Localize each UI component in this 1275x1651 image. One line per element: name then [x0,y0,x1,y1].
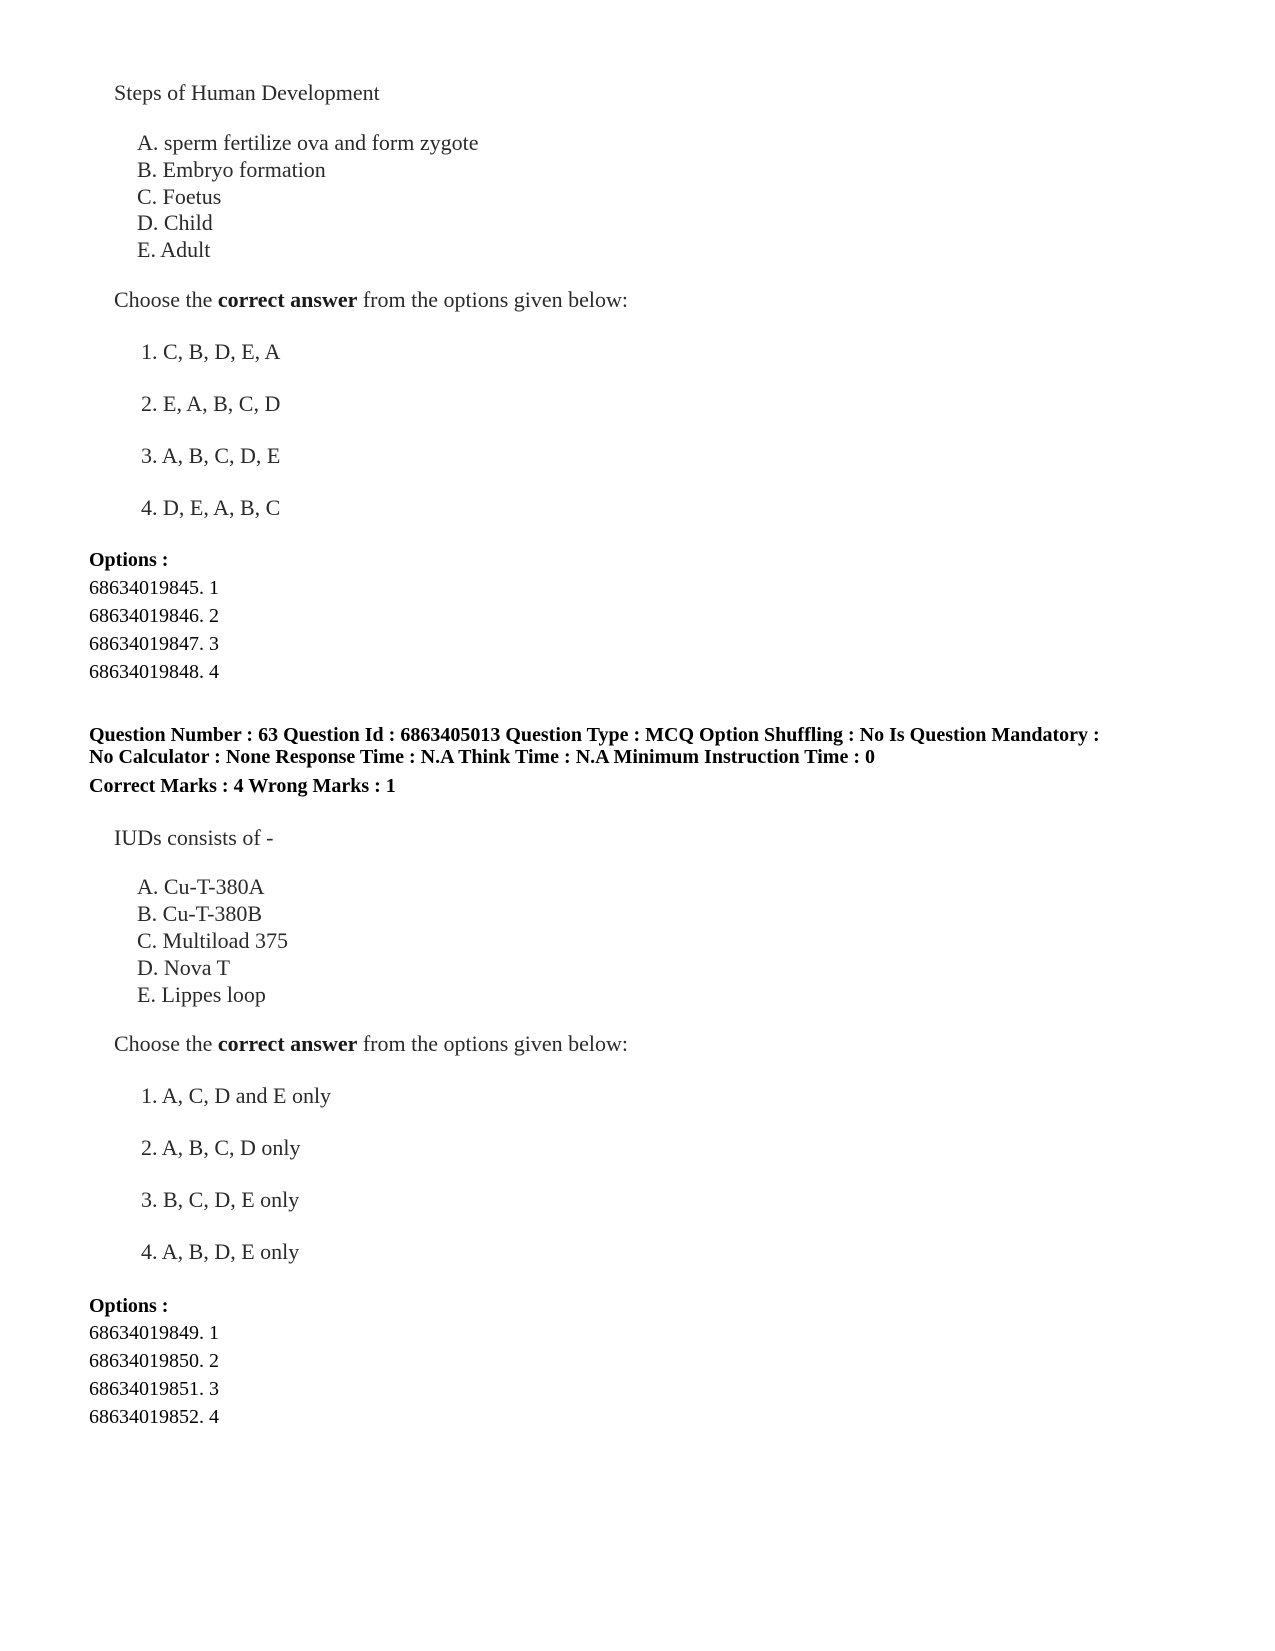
q63-answer-3: 3. B, C, D, E only [141,1187,300,1212]
q62-statement-d: D. Child [137,210,213,235]
q62-answer-2: 2. E, A, B, C, D [141,391,281,416]
q63-options-label: Options : [89,1295,169,1317]
q62-option-1: 68634019845. 1 [89,577,219,599]
q62-option-3: 68634019847. 3 [89,633,219,655]
q62-statement-b: B. Embryo formation [137,157,326,182]
q62-instruction: Choose the correct answer from the options given below: [114,287,629,312]
q63-statement-a: A. Cu-T-380A [137,874,265,899]
q63-instruction: Choose the correct answer from the options given below: [114,1031,629,1056]
q62-stem: Steps of Human Development [114,80,380,105]
q63-marks: Correct Marks : 4 Wrong Marks : 1 [89,775,396,797]
q63-option-3: 68634019851. 3 [89,1378,219,1400]
q63-option-1: 68634019849. 1 [89,1322,219,1344]
q62-option-4: 68634019848. 4 [89,661,219,683]
q62-statement-a: A. sperm fertilize ova and form zygote [137,130,479,155]
q63-statement-d: D. Nova T [137,955,231,980]
q63-option-2: 68634019850. 2 [89,1350,219,1372]
q63-answer-2: 2. A, B, C, D only [141,1135,301,1160]
q62-answer-3: 3. A, B, C, D, E [141,443,281,468]
q63-statement-b: B. Cu-T-380B [137,901,263,926]
q62-statement-e: E. Adult [137,237,211,262]
q63-statement-c: C. Multiload 375 [137,928,288,953]
q62-statement-c: C. Foetus [137,184,222,209]
q63-statement-e: E. Lippes loop [137,982,266,1007]
q63-answer-1: 1. A, C, D and E only [141,1083,332,1108]
q63-stem: IUDs consists of - [114,825,274,850]
q63-option-4: 68634019852. 4 [89,1406,219,1428]
q62-answer-4: 4. D, E, A, B, C [141,495,281,520]
q63-header-line2: No Calculator : None Response Time : N.A Think Time : N.A Minimum Instruction Time : 0 [89,746,875,768]
q62-options-label: Options : [89,549,169,571]
q63-answer-4: 4. A, B, D, E only [141,1239,300,1264]
q62-option-2: 68634019846. 2 [89,605,219,627]
q63-header-line1: Question Number : 63 Question Id : 6863405013 Question Type : MCQ Option Shuffling : No Is Question Mandatory : [89,724,1100,746]
q62-answer-1: 1. C, B, D, E, A [141,339,281,364]
